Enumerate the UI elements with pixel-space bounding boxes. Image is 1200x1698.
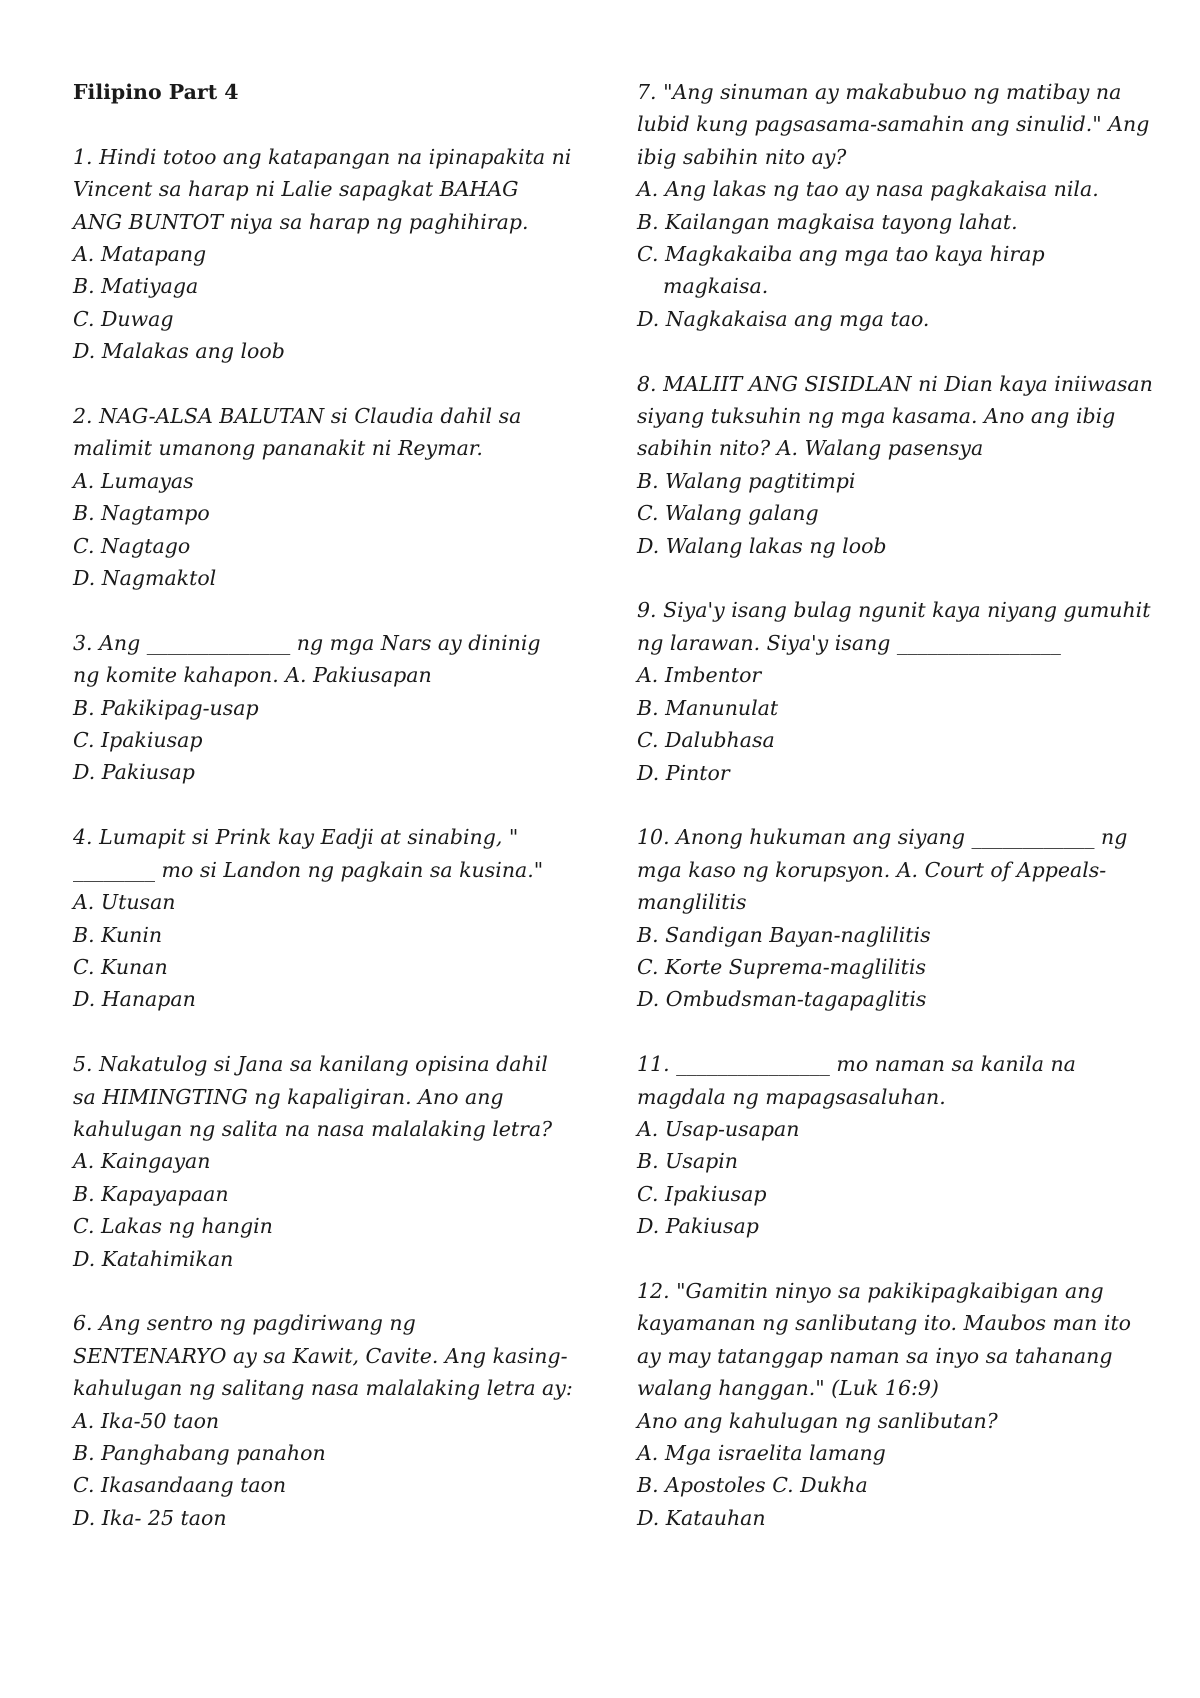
option: C. Lakas ng hangin [73,1214,273,1239]
option: C. Ikasandaang taon [73,1473,287,1498]
question-6 [73,1307,573,1534]
question-text: 1. Hindi totoo ang katapangan na ipinapakita ni Vincent sa harap ni Lalie sapagkat BAHAG ANG BUNTOT niya sa harap ng paghihirap. [73,144,572,234]
question-3 [73,627,573,789]
option: D. Nagkakaisa ang mga tao. [637,306,930,331]
question-text: 5. Nakatulog si Jana sa kanilang opisina dahil sa HIMINGTING ng kapaligiran. Ano ang kahulugan ng salita na nasa malalaking letra? [73,1052,553,1141]
question-11 [637,1048,1157,1242]
question-text: 2. NAG-ALSA BALUTAN si Claudia dahil sa malimit umanong pananakit ni Reymar. [73,404,522,461]
right-column [637,76,1157,1567]
option: D. Ika- 25 taon [73,1505,227,1530]
option: D. Katahimikan [73,1246,234,1271]
question-2 [73,400,573,594]
question-1 [73,141,573,368]
option: C. Nagtago [73,533,191,558]
option-continuation: magkaisa. [663,274,769,299]
option: A. Mga israelita lamang [637,1440,886,1465]
option: D. Hanapan [73,987,196,1012]
option: B. Kapayapaan [73,1181,229,1206]
option: D. Ombudsman-tagapaglitis [637,987,927,1012]
question-10 [637,821,1157,1015]
option: C. Ipakiusap [73,728,203,753]
question-text: 9. Siya'y isang bulag ngunit kaya niyang gumuhit ng larawan. Siya'y isang ________________ [637,598,1151,655]
option: C. Dalubhasa [637,728,775,753]
page-title: Filipino Part 4 [73,80,239,104]
question-text: 7. "Ang sinuman ay makabubuo ng matibay na lubid kung pagsasama-samahin ang sinulid." Ang ibig sabihin nito ay? [637,80,1150,169]
option: B. Apostoles C. Dukha [637,1473,868,1498]
question-4 [73,821,573,1015]
option: B. Pakikipag-usap [73,695,259,720]
option: D. Pakiusap [637,1214,759,1239]
question-text: 4. Lumapit si Prink kay Eadji at sinabing, " ________ mo si Landon ng pagkain sa kusina." [73,825,544,882]
option: C. Ipakiusap [637,1181,767,1206]
left-column [73,76,573,1567]
option: B. Manunulat [637,695,779,720]
question-8 [637,368,1157,562]
option: C. Walang galang [637,501,819,526]
question-9 [637,594,1157,788]
option: A. Matapang [73,242,207,267]
question-text: 8. MALIIT ANG SISIDLAN ni Dian kaya iniiwasan siyang tuksuhin ng mga kasama. Ano ang ibig sabihin nito? A. Walang pasensya [637,371,1153,461]
option: B. Sandigan Bayan-naglilitis [637,922,931,947]
question-text: 11. _______________ mo naman sa kanila na magdala ng mapagsasaluhan. [637,1052,1076,1109]
option: A. Kaingayan [73,1149,211,1174]
option: C. Magkakaiba ang mga tao kaya hirap [637,242,1045,267]
option: B. Panghabang panahon [73,1440,326,1465]
option: B. Walang pagtitimpi [637,468,856,493]
option: C. Kunan [73,954,168,979]
option: A. Ang lakas ng tao ay nasa pagkakaisa nila. [637,177,1099,202]
option: A. Ika-50 taon [73,1408,220,1433]
option: D. Pakiusap [73,760,195,785]
option: C. Korte Suprema-maglilitis [637,954,926,979]
option: A. Lumayas [73,468,194,493]
question-text: 3. Ang ______________ ng mga Nars ay dininig ng komite kahapon. A. Pakiusapan [73,630,541,688]
option: A. Utusan [73,890,176,915]
question-7 [637,76,1157,335]
question-text: 12. "Gamitin ninyo sa pakikipagkaibigan ang kayamanan ng sanlibutang ito. Maubos man ito ay may tatanggap naman sa inyo sa tahanang walang hanggan." (Luk 16:9) [637,1278,1132,1401]
option: D. Pintor [637,760,730,785]
question-text: 10. Anong hukuman ang siyang ____________ ng mga kaso ng korupsyon. A. Court of Appeals-manglilitis [637,825,1128,915]
option: A. Imbentor [637,663,762,688]
question-5 [73,1048,573,1275]
option: B. Kailangan magkaisa tayong lahat. [637,209,1018,234]
option: B. Nagtampo [73,501,210,526]
sub-question: Ano ang kahulugan ng sanlibutan? [637,1408,998,1433]
option: D. Malakas ang loob [73,339,285,364]
option: B. Usapin [637,1149,738,1174]
option: A. Usap-usapan [637,1116,800,1141]
option: D. Walang lakas ng loob [637,533,887,558]
question-text: 6. Ang sentro ng pagdiriwang ng SENTENARYO ay sa Kawit, Cavite. Ang kasing-kahulugan ng salitang nasa malalaking letra ay: [73,1311,573,1401]
question-12 [637,1275,1157,1534]
option: D. Nagmaktol [73,566,217,591]
option: D. Katauhan [637,1505,766,1530]
option: C. Duwag [73,306,174,331]
option: B. Kunin [73,922,163,947]
option: B. Matiyaga [73,274,199,299]
